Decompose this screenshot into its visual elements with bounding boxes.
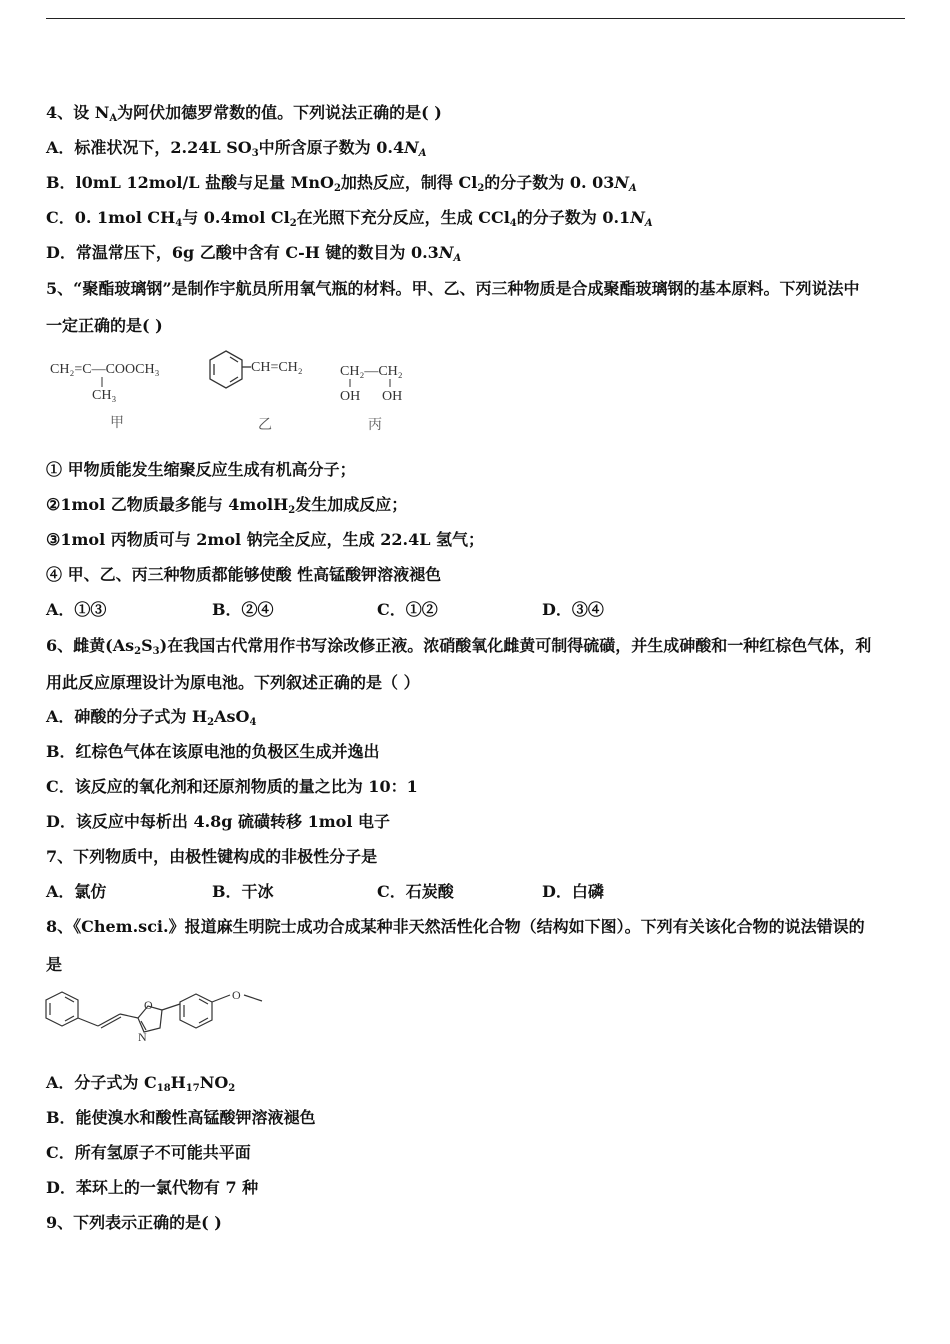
q8-option-d: D．苯环上的一氯代物有 7 种 [46,1178,259,1197]
q4-option-a: A．标准状况下，2.24L $SO_3$中所含原子数为 $0.4N_A$ [46,138,427,159]
header-rule [46,18,905,19]
struct-bing-formula: CH₂—CH₂ [340,364,403,379]
q7-option-d: D．白磷 [542,882,604,901]
q5-stem-line1: 5、“聚酯玻璃钢”是制作宇航员所用氧气瓶的材料。甲、乙、丙三种物质是合成聚酯玻璃钢的基本原料。下列说法中 [46,279,860,298]
q5-statement-4: ④ 甲、乙、丙三种物质都能够使酸 性高锰酸钾溶液褪色 [46,565,442,584]
q5-stem-line2: 一定正确的是( ) [46,316,163,335]
struct-yi-formula: CH=CH₂ [251,360,303,375]
struct-jia-formula: CH₂=C—COOCH₃ [50,362,160,377]
q6-stem-line1: 6、雌黄$(As_2S_3)$在我国古代常用作书写涂改修正液。浓硝酸氧化雌黄可制得硫磺，并生成砷酸和一种红棕色气体，利 [46,636,872,657]
q8-stem-line2: 是 [46,955,63,974]
q9-stem: 9、下列表示正确的是( ) [46,1213,222,1232]
q4-option-d: D．常温常压下，6g 乙酸中含有 C-H 键的数目为 $0.3N_A$ [46,243,462,264]
q8-structure [40,982,280,1048]
q7-option-a: A．氯仿 [46,882,107,901]
q6-option-d: D．该反应中每析出 4.8g 硫磺转移 1mol 电子 [46,812,390,831]
struct-jia-name: 甲 [110,416,124,431]
q8-methoxy-oxygen: O [232,988,241,1002]
q5-option-b: B．②④ [212,600,274,619]
q8-option-c: C．所有氢原子不可能共平面 [46,1143,251,1162]
struct-bing-name: 丙 [368,418,382,433]
q8-option-a: A．分子式为 $C_{18}H_{17}NO_2$ [46,1073,236,1094]
q5-option-d: D．③④ [542,600,604,619]
q7-option-b: B．干冰 [212,882,274,901]
q6-option-c: C．该反应的氧化剂和还原剂物质的量之比为 10：1 [46,777,418,796]
struct-jia-branch: CH₃ [92,388,117,403]
q5-statement-2: ②1mol 乙物质最多能与 4molH$_2$发生加成反应； [46,495,408,516]
q7-option-c: C．石炭酸 [377,882,454,901]
q6-option-b: B．红棕色气体在该原电池的负极区生成并逸出 [46,742,380,761]
struct-yi-name: 乙 [258,418,272,433]
q5-structures [46,345,426,440]
q8-ring-oxygen: O [144,998,153,1012]
q4-option-c: C．0. 1mol $CH_4$与 0.4mol $Cl_2$在光照下充分反应，生成 CCl$_4$的分子数为 $0.1N_A$ [46,208,653,229]
q4-option-b: B．l0mL 12mol/L 盐酸与足量 MnO$_2$加热反应，制得 $Cl_2$的分子数为 0. $03N_A$ [46,173,637,194]
q5-option-c: C．①② [377,600,438,619]
q8-ring-nitrogen: N [138,1030,147,1044]
q8-option-b: B．能使溴水和酸性高锰酸钾溶液褪色 [46,1108,316,1127]
benzene-ring [210,351,251,388]
struct-bing-oh-left: OH [340,389,361,404]
q5-option-a: A．①③ [46,600,107,619]
q4-stem: 4、设 $N_A$为阿伏加德罗常数的值。下列说法正确的是( ) [46,103,442,124]
q6-stem-line2: 用此反应原理设计为原电池。下列叙述正确的是（ ） [46,673,420,692]
q5-statement-3: ③1mol 丙物质可与 2mol 钠完全反应，生成 22.4L 氢气； [46,530,485,549]
q8-stem-line1: 8、《Chem.sci.》报道麻生明院士成功合成某种非天然活性化合物（结构如下图）。下列有关该化合物的说法错误的 [46,917,865,936]
q6-option-a: A．砷酸的分子式为 $H_2AsO_4$ [46,707,257,728]
q7-stem: 7、下列物质中，由极性键构成的非极性分子是 [46,847,378,866]
struct-bing-oh-right: OH [382,389,403,404]
q5-statement-1: ① 甲物质能发生缩聚反应生成有机高分子； [46,460,356,479]
